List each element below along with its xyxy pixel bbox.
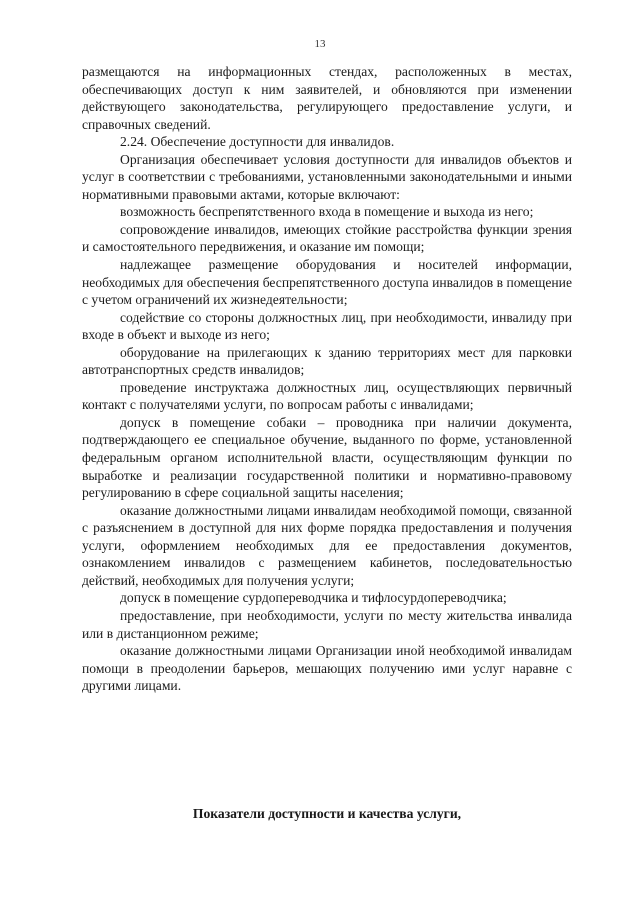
section-2-24-title: 2.24. Обеспечение доступности для инвалидов. — [120, 134, 395, 150]
paragraph-intro: Организация обеспечивает условия доступности для инвалидов объектов и услуг в соответствии с требованиями, установленными законодательными и иными нормативными правовыми актами, которые включают: — [82, 151, 572, 202]
paragraph-continuation: размещаются на информационных стендах, расположенных в местах, обеспечивающих доступ к ним заявителей, и обновляются при изменении действующего законодательства, регулирующего предоставление услуги, и справочных сведений. — [82, 64, 572, 132]
body-text — [82, 63, 572, 695]
section-heading: Показатели доступности и качества услуги, — [192, 806, 462, 821]
list-item: оказание должностными лицами инвалидам необходимой помощи, связанной с разъяснением в доступной для них форме порядка предоставления и получения услуги, оформлением необходимых для ее предоставления документов, ознакомлением инвалидов с размещением кабинетов, последовательностью действий, необходимых для получения услуги; — [82, 502, 572, 588]
page-number: 13 — [314, 38, 326, 50]
list-item: допуск в помещение собаки – проводника при наличии документа, подтверждающего ее специальное обучение, выданного по форме, установленной федеральным органом исполнительной власти, осуществляющим функции по выработке и реализации государственной политики и нормативно-правовому регулированию в сфере социальной защиты населения; — [82, 414, 572, 501]
list-item: оказание должностными лицами Организации иной необходимой инвалидам помощи в преодолении барьеров, мешающих получению ими услуг наравне с другими лицами. — [82, 643, 572, 694]
list-item: допуск в помещение сурдопереводчика и тифлосурдопереводчика; — [120, 590, 507, 606]
list-item: сопровождение инвалидов, имеющих стойкие расстройства функции зрения и самостоятельного передвижения, и оказание им помощи; — [82, 221, 572, 255]
list-item: оборудование на прилегающих к зданию территориях мест для парковки автотранспортных средств инвалидов; — [82, 344, 572, 378]
list-item: предоставление, при необходимости, услуги по месту жительства инвалида или в дистанционном режиме; — [82, 607, 572, 641]
list-item: возможность беспрепятственного входа в помещение и выхода из него; — [120, 204, 534, 220]
list-item: надлежащее размещение оборудования и носителей информации, необходимых для обеспечения беспрепятственного доступа инвалидов в помещение с учетом ограничений их жизнедеятельности; — [82, 257, 572, 308]
list-item: содействие со стороны должностных лиц, при необходимости, инвалиду при входе в объект и выходе из него; — [82, 309, 572, 343]
list-item: проведение инструктажа должностных лиц, осуществляющих первичный контакт с получателями услуги, по вопросам работы с инвалидами; — [82, 379, 572, 413]
